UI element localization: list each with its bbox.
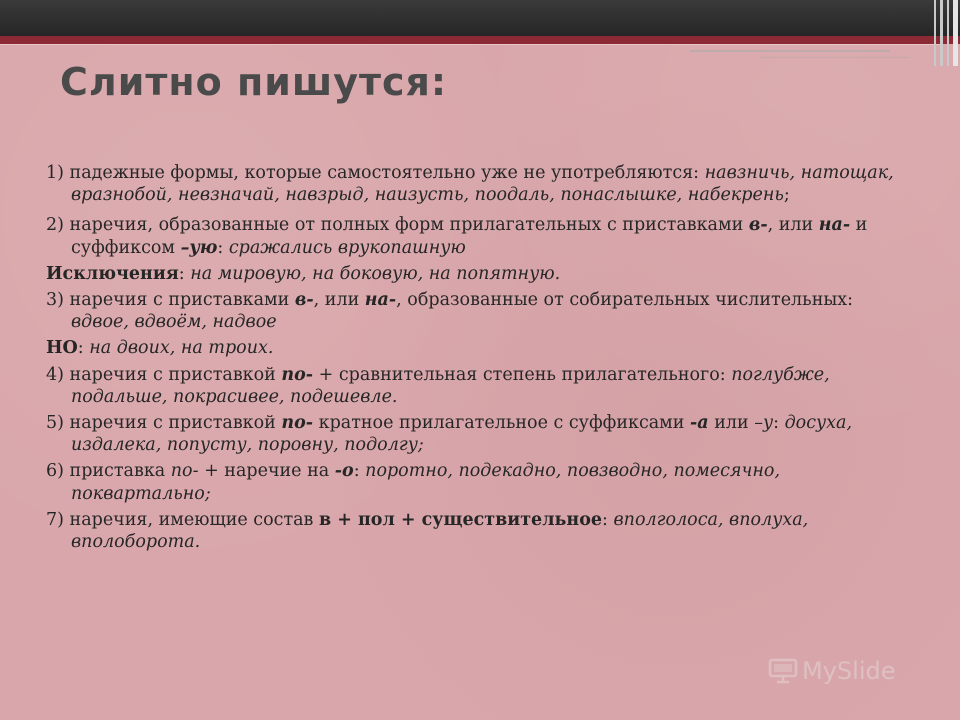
decorative-line [760, 57, 910, 58]
decorative-vertical-bars [930, 0, 960, 66]
top-divider-line [0, 44, 940, 45]
list-item-6: 6) приставка по- + наречие на -о: поротно, подекадно, повзводно, помесячно, поквартально; [46, 461, 781, 504]
presentation-icon [768, 658, 798, 684]
slide-title: Слитно пишутся: [60, 60, 448, 104]
top-accent-stripe [0, 36, 960, 44]
top-bar [0, 0, 960, 36]
list-item-7: 7) наречия, имеющие состав в + пол + существительное: вполголоса, вполуха, вполоборота. [46, 509, 809, 553]
list-item-2: 2) наречия, образованные от полных форм прилагательных с приставками в-, или на- и суффиксом –ую: сражались врукопашную [46, 215, 868, 258]
exception-note: Исключения: на мировую, на боковую, на попятную. [46, 263, 561, 284]
list-item-5: 5) наречия с приставкой по- кратное прилагательное с суффиксами -а или –у: досуха, издалека, попусту, поровну, подолгу; [46, 413, 853, 456]
watermark-logo [768, 657, 895, 685]
list-item-3: 3) наречия с приставками в-, или на-, образованные от собирательных числительных: вдвое, вдвоём, надвое [46, 290, 854, 333]
list-item-1: 1) падежные формы, которые самостоятельно уже не употребляются: навзничь, натощак, вразнобой, невзначай, навзрыд, наизусть, поодаль, понаслышке, набекрень; [46, 163, 894, 206]
list-item-4: 4) наречия с приставкой по- + сравнительная степень прилагательного: поглубже, подальше, покрасивее, подешевле. [46, 364, 830, 407]
but-note: НО: на двоих, на троих. [46, 338, 274, 359]
decorative-line [690, 50, 890, 52]
watermark-text: MySlide [802, 657, 896, 685]
slide-body [46, 162, 906, 557]
